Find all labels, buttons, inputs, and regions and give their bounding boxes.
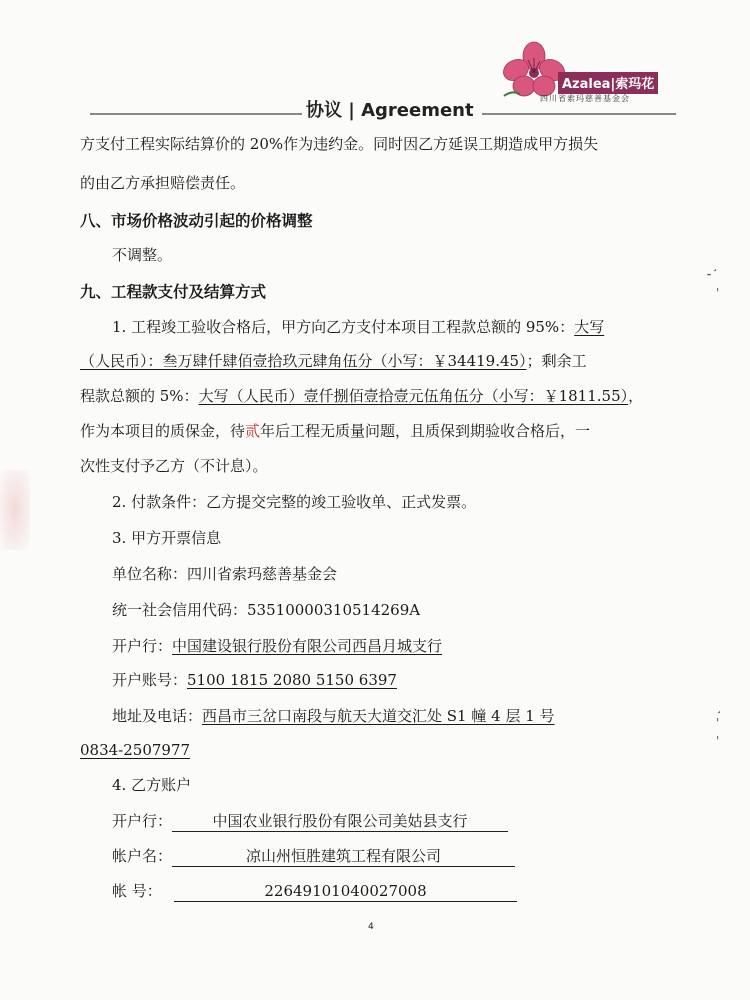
unit-name-row: [112, 564, 337, 584]
item-1-line-3: [80, 386, 643, 406]
credit-code-value: 53510000310514269A: [247, 601, 421, 619]
party-b-bank-label: 开户行：: [112, 812, 173, 830]
account-label: 开户账号：: [112, 671, 188, 689]
header-title: 协议 | Agreement: [306, 100, 474, 121]
item-1-underlined-text: 大写: [574, 318, 605, 336]
account-row: [112, 670, 397, 690]
bank-row: [112, 636, 442, 656]
margin-mark: ': [716, 716, 720, 730]
item-4: 4. 乙方账户: [112, 776, 192, 794]
section-8-text: 不调整。: [112, 246, 173, 264]
bank-value: 中国建设银行股份有限公司西昌月城支行: [172, 637, 443, 655]
address-row: [112, 706, 555, 726]
margin-mark: ': [716, 286, 720, 300]
item-1-text: 作为本项目的质保金，待: [80, 422, 246, 440]
margin-mark: ⁃: [706, 268, 712, 282]
page-number: 4: [368, 922, 374, 932]
party-b-bank-value: 中国农业银行股份有限公司美姑县支行: [172, 811, 508, 832]
paragraph-line: 方支付工程实际结算价的 20%作为违约金。同时因乙方延误工期造成甲方损失: [80, 135, 599, 153]
section-9-heading: 九、工程款支付及结算方式: [80, 283, 267, 301]
party-b-name-row: [112, 846, 515, 867]
item-1-amount-95: （人民币）：叁万肆仟肆佰壹拾玖元肆角伍分（小写：￥34419.45）: [80, 352, 527, 370]
item-2: 2. 付款条件：乙方提交完整的竣工验收单、正式发票。: [112, 493, 477, 511]
item-1-text: 程款总额的 5%：: [80, 387, 199, 405]
credit-code-row: [112, 600, 420, 620]
phone-row: [80, 740, 190, 760]
margin-mark: ¸: [712, 258, 718, 272]
item-1-line-5: 次性支付予乙方（不计息）。: [80, 457, 268, 475]
party-b-name-label: 帐户名：: [112, 847, 173, 865]
party-b-bank-row: [112, 811, 508, 832]
item-1-amount-5: 大写（人民币）壹仟捌佰壹拾壹元伍角伍分（小写：￥1811.55）: [198, 387, 629, 405]
section-8-heading: 八、市场价格波动引起的价格调整: [80, 212, 313, 230]
margin-mark: ': [716, 734, 720, 748]
margin-mark: ¸: [716, 700, 722, 714]
bank-label: 开户行：: [112, 637, 173, 655]
item-1-line-2: [80, 351, 587, 371]
account-value: 5100 1815 2080 5150 6397: [187, 671, 397, 689]
item-1-text: ，: [628, 387, 644, 405]
item-1-text: 1. 工程竣工验收合格后，甲方向乙方支付本项目工程款总额的 95%：: [112, 318, 575, 336]
logo-subtitle: 四川省索玛慈善基金会: [540, 94, 630, 103]
item-1-line-1: [112, 317, 604, 337]
unit-name-value: 四川省索玛慈善基金会: [187, 565, 338, 583]
seal-ghost-mark: [0, 470, 30, 550]
item-1-text: 年后工程无质量问题，且质保到期验收合格后，一: [260, 422, 591, 440]
address-label: 地址及电话：: [112, 707, 203, 725]
party-b-name-value: 凉山州恒胜建筑工程有限公司: [172, 846, 515, 867]
item-1-line-4: [80, 421, 590, 441]
unit-name-label: 单位名称：: [112, 565, 188, 583]
phone-value: 0834-2507977: [80, 741, 191, 759]
warranty-years: 贰: [245, 422, 261, 440]
logo-name: Azalea|索玛花: [558, 72, 658, 94]
party-b-number-label: 帐 号：: [112, 882, 162, 900]
address-value: 西昌市三岔口南段与航天大道交汇处 S1 幢 4 层 1 号: [202, 707, 555, 725]
item-1-text: ；剩余工: [526, 352, 587, 370]
item-3: 3. 甲方开票信息: [112, 529, 222, 547]
paragraph-line: 的由乙方承担赔偿责任。: [80, 174, 246, 192]
party-b-number-value: 22649101040027008: [174, 881, 517, 902]
party-b-number-row: [112, 881, 517, 902]
credit-code-label: 统一社会信用代码：: [112, 601, 248, 619]
